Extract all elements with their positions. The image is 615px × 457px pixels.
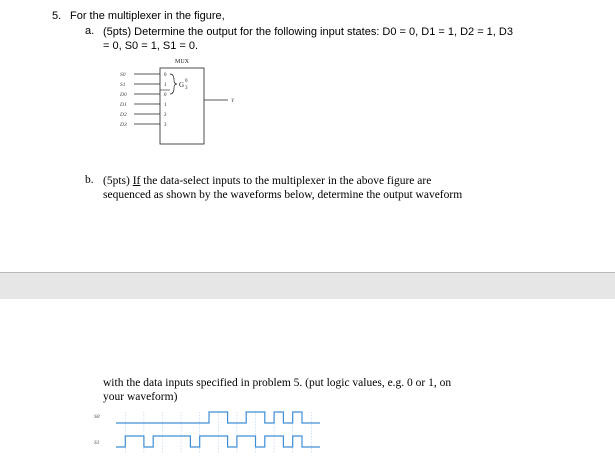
waveform-s1 [116,436,320,447]
data-input-label: D0 [120,92,127,98]
part-b-text [103,174,533,202]
part-b-line-1 [103,174,533,188]
mux-block-label: MUX [174,59,190,65]
continuation-line-2: your waveform) [103,391,178,403]
select-input-label: S0 [120,72,126,78]
gate-superscript: 0 [185,79,188,84]
data-input-label: D2 [120,112,127,118]
part-b-line-2: sequenced as shown by the waveforms below, determine the output waveform [103,189,463,201]
select-waveforms [90,408,320,457]
select-pin-number: 1 [164,83,167,88]
output-label: Y [231,98,235,104]
part-a-line-2: = 0, S0 = 1, S1 = 0. [103,40,199,52]
data-input-label: D1 [120,102,127,108]
question-stem: For the multiplexer in the figure, [70,10,225,22]
data-pin-number: 3 [164,123,167,128]
waveform-label-s0: S0 [94,414,100,420]
part-b-if-word: If [132,175,141,187]
waveform-s0 [116,412,320,423]
gate-subscript: 3 [185,86,188,91]
select-input-label: S1 [120,82,126,88]
data-pin-number: 0 [164,93,167,98]
part-b-marker: b. [85,174,94,186]
continuation-text [103,376,523,404]
part-a-marker: a. [85,25,95,37]
continuation-line-1: with the data inputs specified in problem 5. (put logic values, e.g. 0 or 1, on [103,377,452,389]
part-b-points: (5pts) [103,175,133,187]
select-pin-number: 0 [164,73,167,78]
question-number: 5. [52,10,62,22]
mux-block [160,68,204,144]
part-b-line-1-rest: the data-select inputs to the multiplexer in the above figure are [140,175,432,187]
data-pin-number: 2 [164,113,167,118]
part-a-line-1: (5pts) Determine the output for the following input states: D0 = 0, D1 = 1, D2 = 1, D3 [103,26,513,38]
waveform-label-s1: S1 [94,440,100,446]
gate-label: G [179,81,185,89]
data-pin-number: 1 [164,103,167,108]
mux-figure [110,52,240,152]
page-separator [0,272,615,300]
part-a-text [103,25,523,53]
mux-output-y [204,98,235,104]
data-input-label: D3 [120,122,127,128]
